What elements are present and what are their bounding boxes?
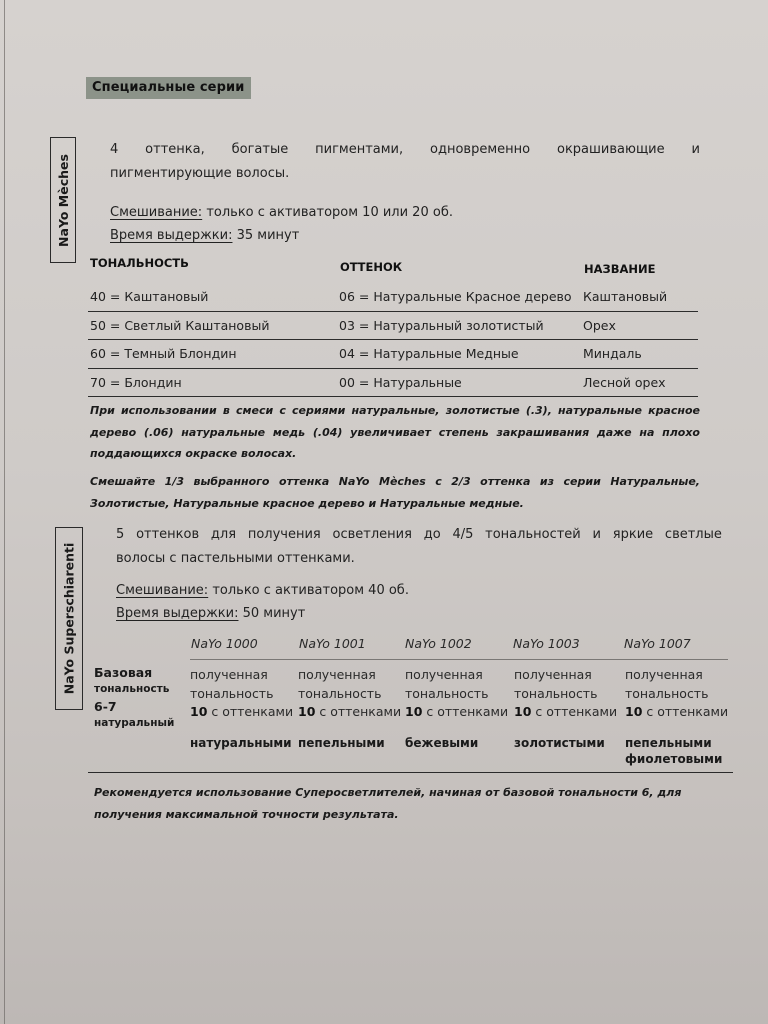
superschiarenti-time-value: 50 минут: [238, 606, 306, 621]
result-shade: бежевыми: [405, 736, 479, 750]
table-header-divider: [190, 659, 728, 660]
table-cell: полученная тональность 10 с оттенками: [190, 667, 294, 719]
superschiarenti-intro-line2: волосы с пастельными оттенками.: [116, 551, 355, 566]
table-cell: полученная тональность 10 с оттенками: [405, 667, 509, 719]
result-shade: натуральными: [190, 736, 292, 750]
meches-note-usage: При использовании в смеси с сериями натуральные, золотистые (.3), натуральные красное дерево (.06) натуральные медь (.04) увеличивает степень закрашивания даже на плохо поддающихся окраске волосах.: [90, 404, 700, 460]
table-cell: полученная тональность 10 с оттенками: [298, 667, 402, 719]
table-cell: полученная тональность 10 с оттенками: [514, 667, 618, 719]
table-cell-name: Каштановый: [583, 289, 668, 304]
table-cell-name: Орех: [583, 317, 616, 333]
superschiarenti-note: Рекомендуется использование Суперосветлителей, начиная от базовой тональности 6, для получения максимальной точности результата.: [94, 786, 682, 821]
superschiarenti-intro-line1: 5 оттенков для получения осветления до 4/5 тональностей и яркие светлые: [116, 527, 722, 542]
side-label-superschiarenti: [55, 527, 83, 710]
table-row: [88, 312, 698, 341]
table-cell: полученная тональность 10 с оттенками: [625, 667, 729, 719]
result-shade: пепельными фиолетовыми: [625, 736, 723, 766]
meches-intro-line2: пигментирующие волосы.: [110, 166, 290, 181]
result-shade: золотистыми: [514, 736, 605, 750]
meches-mixing: [110, 202, 453, 223]
meches-time-value: 35 минут: [232, 228, 300, 243]
table-row: [88, 340, 698, 369]
column-header: NaYo 1000: [191, 636, 258, 651]
meches-mixing-label: Смешивание:: [110, 205, 203, 220]
column-header: NaYo 1003: [513, 636, 580, 651]
meches-time-label: Время выдержки:: [110, 228, 233, 243]
superschiarenti-intro: [116, 523, 722, 571]
base-tonality-label: Базовая тональность 6-7 натуральный: [94, 665, 175, 729]
section-heading: Специальные серии: [86, 77, 251, 99]
table-bottom-divider: [88, 772, 733, 773]
table-cell-tonality: 70 = Блондин: [90, 374, 182, 390]
column-header: NaYo 1002: [405, 636, 472, 651]
table-cell-shade: 03 = Натуральный золотистый: [339, 317, 544, 333]
table-cell-shade: 00 = Натуральные: [339, 374, 462, 390]
table-header-name: НАЗВАНИЕ: [584, 262, 656, 276]
page-edge-line: [4, 0, 5, 1024]
table-header-tonality: ТОНАЛЬНОСТЬ: [90, 256, 189, 270]
meches-table: [88, 283, 698, 397]
superschiarenti-time: [116, 603, 305, 624]
table-cell-tonality: 40 = Каштановый: [90, 289, 209, 304]
meches-note-mix: Смешайте 1/3 выбранного оттенка NaYo Mèches с 2/3 оттенка из серии Натуральные, Золотистые, Натуральные красное дерево и Натуральные медные.: [90, 475, 700, 510]
column-header: NaYo 1001: [299, 636, 366, 651]
result-shade: пепельными: [298, 736, 385, 750]
meches-time: [110, 225, 299, 246]
table-cell-tonality: 60 = Темный Блондин: [90, 346, 237, 361]
table-cell-name: Миндаль: [583, 346, 642, 361]
meches-intro-line1: 4 оттенка, богатые пигментами, одновременно окрашивающие и: [110, 142, 700, 157]
superschiarenti-time-label: Время выдержки:: [116, 606, 239, 621]
superschiarenti-mixing: [116, 580, 409, 601]
meches-mixing-value: только с активатором 10 или 20 об.: [202, 205, 453, 220]
table-cell-shade: 06 = Натуральные Красное дерево: [339, 289, 572, 304]
table-cell-name: Лесной орех: [583, 374, 666, 390]
meches-intro: [110, 138, 700, 186]
side-label-meches: [50, 137, 76, 263]
superschiarenti-mixing-label: Смешивание:: [116, 583, 209, 598]
superschiarenti-mixing-value: только с активатором 40 об.: [208, 583, 409, 598]
table-row: [88, 283, 698, 312]
side-label-meches-text: NaYo Mèches: [55, 153, 71, 247]
column-header: NaYo 1007: [624, 636, 691, 651]
table-cell-tonality: 50 = Светлый Каштановый: [90, 317, 270, 333]
table-cell-shade: 04 = Натуральные Медные: [339, 346, 519, 361]
table-row: [88, 369, 698, 398]
table-header-shade: ОТТЕНОК: [340, 260, 403, 274]
side-label-superschiarenti-text: NaYo Superschiarenti: [61, 542, 77, 695]
